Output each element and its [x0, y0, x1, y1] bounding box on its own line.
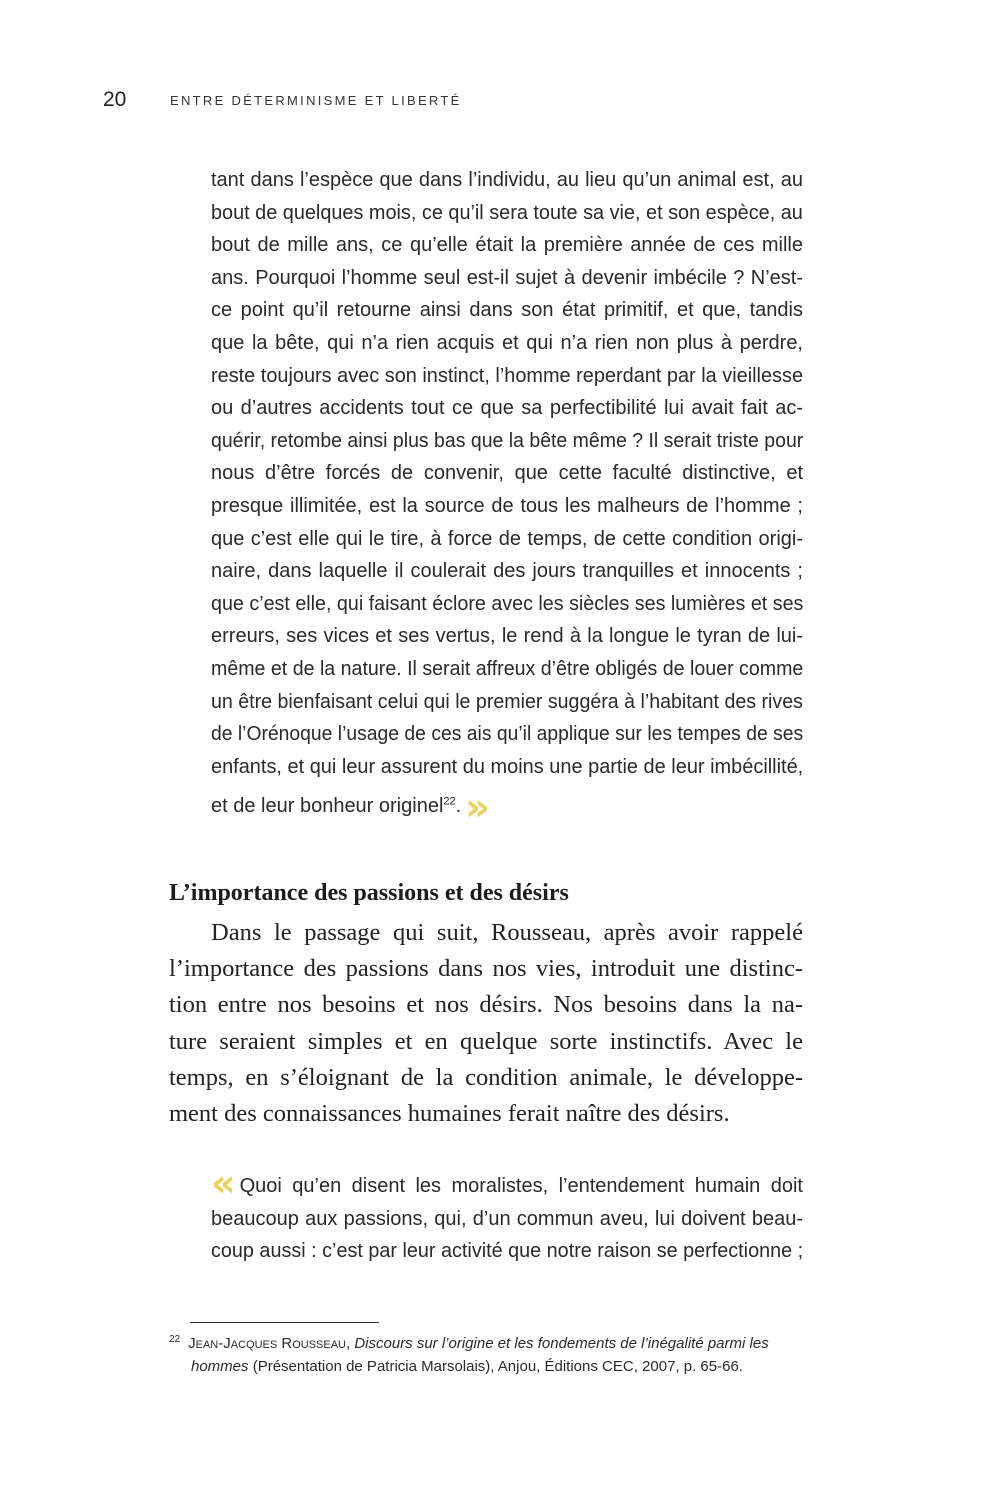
- quote-line: presque illimitée, est la source de tous les malheurs de l’homme ;: [211, 494, 803, 517]
- footnote-title-part1: Discours sur l’origine et les fondements de l’inégalité parmi les: [354, 1335, 769, 1352]
- quote-block-rousseau-2: [211, 1163, 803, 1268]
- quote-line: bout de mille ans, ce qu’elle était la première année de ces mille: [211, 234, 803, 257]
- paragraph-line: ture seraient simples et en quelque sorte instinctifs. Avec le: [169, 1027, 803, 1055]
- quote-block-rousseau-1: [211, 164, 804, 830]
- paragraph-line: temps, en s’éloignant de la condition animale, le développe-: [169, 1063, 803, 1091]
- opening-quote-mark-icon: «: [211, 1161, 226, 1205]
- quote-line: coup aussi : c’est par leur activité que notre raison se perfectionne ;: [211, 1240, 804, 1263]
- quote-line: bout de quelques mois, ce qu’il sera toute sa vie, et son espèce, au: [211, 201, 803, 224]
- quote-line: [211, 1163, 803, 1203]
- quote-line: quérir, retombe ainsi plus bas que la bête même ? Il serait triste pour: [211, 429, 804, 452]
- quote-line: même et de la nature. Il serait affreux d’être obligés de louer comme: [211, 657, 804, 680]
- quote-line: un être bienfaisant celui qui le premier suggéra à l’habitant des rives: [211, 690, 803, 713]
- quote-line: beaucoup aux passions, qui, d’un commun aveu, lui doivent beau-: [211, 1207, 803, 1230]
- quote-last-line: [211, 783, 803, 830]
- paragraph-line: tion entre nos besoins et nos désirs. Nos besoins dans la na-: [169, 991, 803, 1019]
- quote-line: que la bête, qui n’a rien acquis et qui n’a rien non plus à perdre,: [211, 331, 803, 354]
- quote-line: enfants, et qui leur assurent du moins une partie de leur imbécillité,: [211, 755, 804, 778]
- paragraph-line: ment des connaissances humaines ferait naître des désirs.: [169, 1100, 730, 1128]
- running-head: ENTRE DÉTERMINISME ET LIBERTÉ: [170, 93, 462, 108]
- closing-quote-mark-icon: »: [465, 785, 480, 830]
- quote-line: reste toujours avec son instinct, l’homme reperdant par la vieillesse: [211, 364, 804, 387]
- quote-line: ans. Pourquoi l’homme seul est-il sujet à devenir imbécile ? N’est-: [211, 266, 803, 289]
- footnote-rule: [190, 1322, 379, 1323]
- section-title: L’importance des passions et des désirs: [169, 880, 569, 906]
- quote-last-punct: .: [455, 795, 462, 818]
- quote-line: que c’est elle qui le tire, à force de temps, de cette condition origi-: [211, 527, 803, 550]
- quote-line: nous d’être forcés de convenir, que cette faculté distinctive, et: [211, 462, 803, 485]
- footnote-author: Jean-Jacques Rousseau,: [188, 1335, 351, 1352]
- quote-line: naire, dans laquelle il coulerait des jours tranquilles et innocents ;: [211, 560, 803, 583]
- quote-line: de l’Orénoque l’usage de ces ais qu’il applique sur les tempes de ses: [211, 723, 804, 746]
- quote-line: ou d’autres accidents tout ce que sa perfectibilité lui avait fait ac-: [211, 397, 803, 420]
- paragraph-line: l’importance des passions dans nos vies, introduit une distinc-: [169, 955, 803, 983]
- quote-first-text: Quoi qu’en disent les moralistes, l’entendement humain doit: [239, 1175, 803, 1197]
- footnote-reference[interactable]: 22: [443, 795, 456, 808]
- quote-line: que c’est elle, qui faisant éclore avec les siècles ses lumières et ses: [211, 592, 804, 615]
- quote-last-text: et de leur bonheur originel: [211, 795, 444, 818]
- footnote-rest: (Présentation de Patricia Marsolais), Anjou, Éditions CEC, 2007, p. 65-66.: [248, 1358, 743, 1375]
- footnote-number: 22: [169, 1334, 181, 1345]
- quote-line: erreurs, ses vices et ses vertus, le rend à la longue le tyran de lui-: [211, 625, 803, 648]
- quote-line: ce point qu’il retourne ainsi dans son état primitif, et que, tandis: [211, 299, 803, 322]
- footnote: [169, 1328, 809, 1378]
- paragraph-line: Dans le passage qui suit, Rousseau, après avoir rappelé: [211, 919, 803, 946]
- section-paragraph: [169, 915, 803, 1132]
- quote-line: tant dans l’espèce que dans l’individu, au lieu qu’un animal est, au: [211, 169, 803, 191]
- footnote-title-part2: hommes: [191, 1358, 249, 1375]
- footnote-line-2: [169, 1355, 809, 1378]
- page-number: 20: [103, 88, 127, 111]
